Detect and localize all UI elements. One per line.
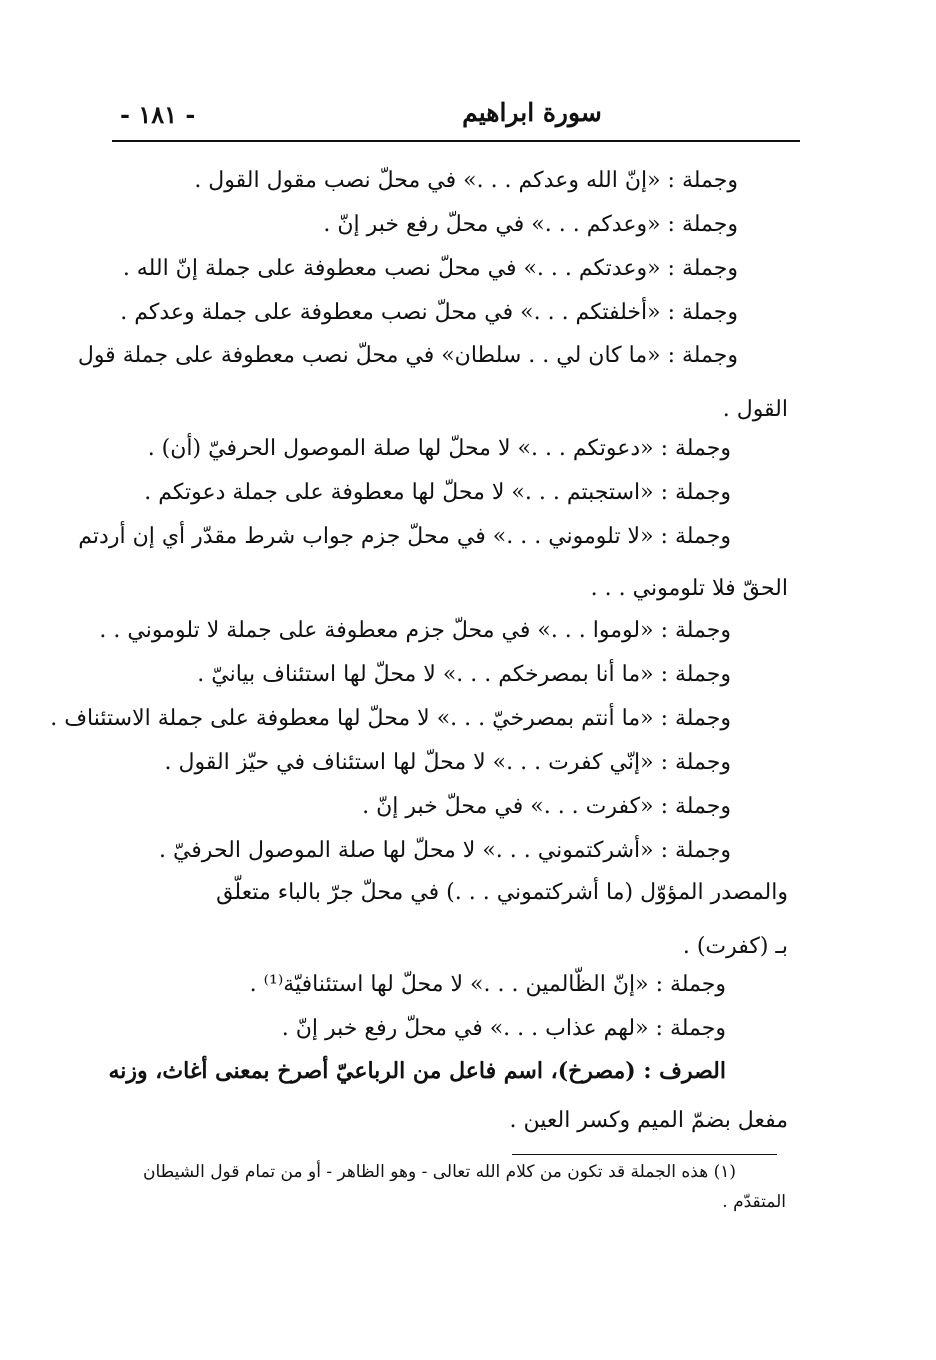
text-line: وجملة : «لوموا . . .» في محلّ جزم معطوفة على جملة لا تلوموني . . — [99, 618, 731, 643]
text-line: وجملة : «إنّي كفرت . . .» لا محلّ لها استئناف في حيّز القول . — [164, 750, 731, 775]
text-line: الصرف : (مصرخ)، اسم فاعل من الرباعيّ أصرخ بمعنى أغاث، وزنه — [108, 1058, 726, 1084]
footnote-line: (١) هذه الجملة قد تكون من كلام الله تعالى - وهو الظاهر - أو من تمام قول الشيطان — [142, 1162, 736, 1182]
text-line: والمصدر المؤوّل (ما أشركتموني . . .) في محلّ جرّ بالباء متعلّق — [216, 880, 788, 905]
text-line: وجملة : «لا تلوموني . . .» في محلّ جزم جواب شرط مقدّر أي إن أردتم — [78, 524, 731, 549]
text-line: وجملة : «لهم عذاب . . .» في محلّ رفع خبر إنّ . — [281, 1016, 726, 1041]
text-line: بـ (كفرت) . — [682, 934, 788, 959]
text-line: وجملة : «ما كان لي . . سلطان» في محلّ نصب معطوفة على جملة قول — [77, 343, 738, 368]
text-line: وجملة : «إنّ الظّالمين . . .» لا محلّ لها استئنافيّة⁽¹⁾ . — [249, 972, 726, 997]
text-line: وجملة : «كفرت . . .» في محلّ خبر إنّ . — [362, 794, 731, 819]
footnote-line: المتقدّم . — [722, 1192, 786, 1212]
footnote-divider — [512, 1154, 777, 1155]
page-header — [112, 92, 800, 142]
text-line: وجملة : «ما أنتم بمصرخيّ . . .» لا محلّ لها معطوفة على جملة الاستئناف . — [50, 706, 731, 731]
text-line: وجملة : «أخلفتكم . . .» في محلّ نصب معطوفة على جملة وعدكم . — [120, 300, 738, 325]
text-line: وجملة : «إنّ الله وعدكم . . .» في محلّ نصب مقول القول . — [194, 168, 738, 193]
text-line: القول . — [722, 397, 788, 422]
text-line: وجملة : «أشركتموني . . .» لا محلّ لها صلة الموصول الحرفيّ . — [158, 838, 731, 863]
text-line: الحقّ فلا تلوموني . . . — [590, 576, 788, 601]
page-number: - ١٨١ - — [120, 100, 196, 129]
text-line: وجملة : «استجبتم . . .» لا محلّ لها معطوفة على جملة دعوتكم . — [144, 480, 731, 505]
surah-title: سورة ابراهيم — [462, 98, 602, 127]
text-line: وجملة : «وعدكم . . .» في محلّ رفع خبر إنّ . — [323, 212, 738, 237]
text-line: وجملة : «دعوتكم . . .» لا محلّ لها صلة الموصول الحرفيّ (أن) . — [147, 436, 731, 461]
text-line: وجملة : «ما أنا بمصرخكم . . .» لا محلّ لها استئناف بيانيّ . — [197, 662, 731, 687]
text-line: وجملة : «وعدتكم . . .» في محلّ نصب معطوفة على جملة إنّ الله . — [122, 256, 738, 281]
text-line: مفعل بضمّ الميم وكسر العين . — [509, 1108, 788, 1133]
